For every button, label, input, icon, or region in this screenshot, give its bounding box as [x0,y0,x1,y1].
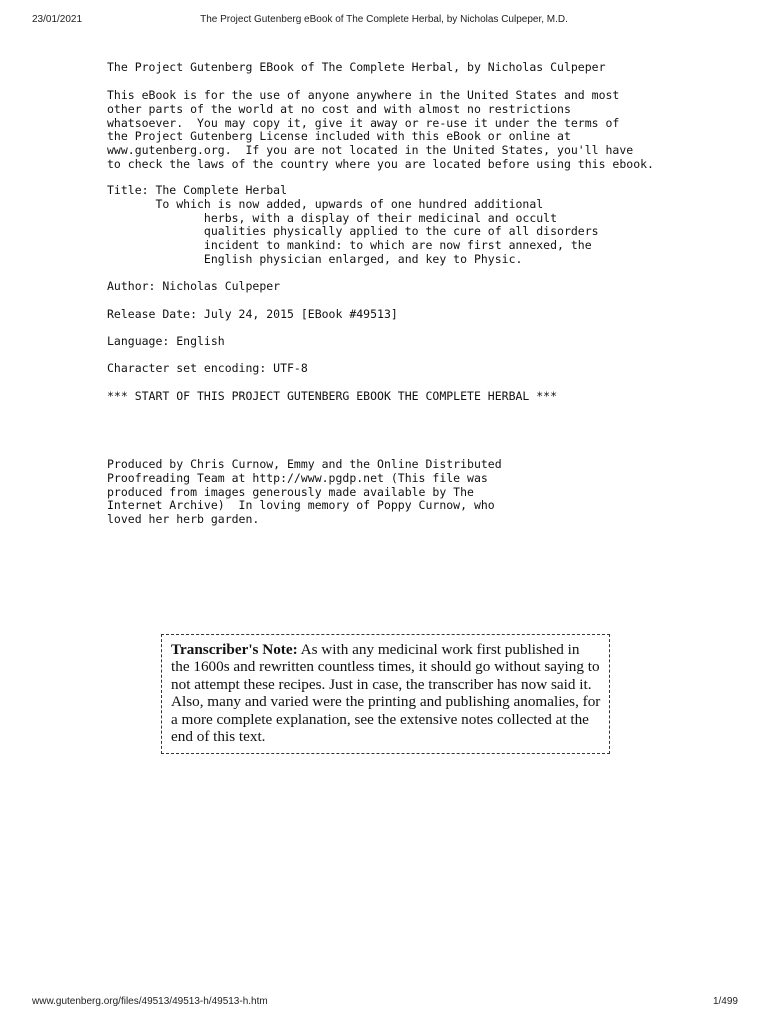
transcriber-note-label: Transcriber's Note: [171,641,298,658]
produced-by-paragraph: Produced by Chris Curnow, Emmy and the Online Distributed Proofreading Team at http://www.pgdp.net (This file was produced from images generously made available by The Internet Archive) In loving memory of Poppy Curnow, who loved her herb garden. [107,457,502,527]
print-page-number: 1/499 [712,996,738,1007]
language-line: Language: English [107,334,225,348]
author-line: Author: Nicholas Culpeper [107,279,281,293]
encoding-line: Character set encoding: UTF-8 [107,361,308,375]
start-marker: *** START OF THIS PROJECT GUTENBERG EBOOK THE COMPLETE HERBAL *** [107,389,558,403]
transcriber-note-box [161,634,610,754]
document-heading: The Project Gutenberg EBook of The Complete Herbal, by Nicholas Culpeper [107,60,606,74]
release-date-line: Release Date: July 24, 2015 [EBook #49513] [107,307,398,321]
title-block: Title: The Complete Herbal To which is now added, upwards of one hundred additional herbs, with a display of their medicinal and occult qualities physically applied to the cure of all disorders incident to mankind: to which are now first annexed, the English physician enlarged, and key to Physic. [107,183,599,266]
license-paragraph: This eBook is for the use of anyone anywhere in the United States and most other parts of the world at no cost and with almost no restrictions whatsoever. You may copy it, give it away or re-use it under the terms of the Project Gutenberg License included with this eBook or online at www.gutenberg.org. If you are not located in the United States, you'll have to check the laws of the country where you are located before using this ebook. [107,88,654,171]
print-date: 23/01/2021 [32,14,83,25]
print-header-title: The Project Gutenberg eBook of The Complete Herbal, by Nicholas Culpeper, M.D. [200,14,568,25]
transcriber-note-text: As with any medicinal work first published in the 1600s and rewritten countless times, it should go without saying to not attempt these recipes. Just in case, the transcriber has now said it. Also, many and varied were the printing and publishing anomalies, for a more complete explanation, see the extensive notes collected at the end of this text. [171,641,601,746]
print-footer-url: www.gutenberg.org/files/49513/49513-h/49513-h.htm [32,996,268,1007]
